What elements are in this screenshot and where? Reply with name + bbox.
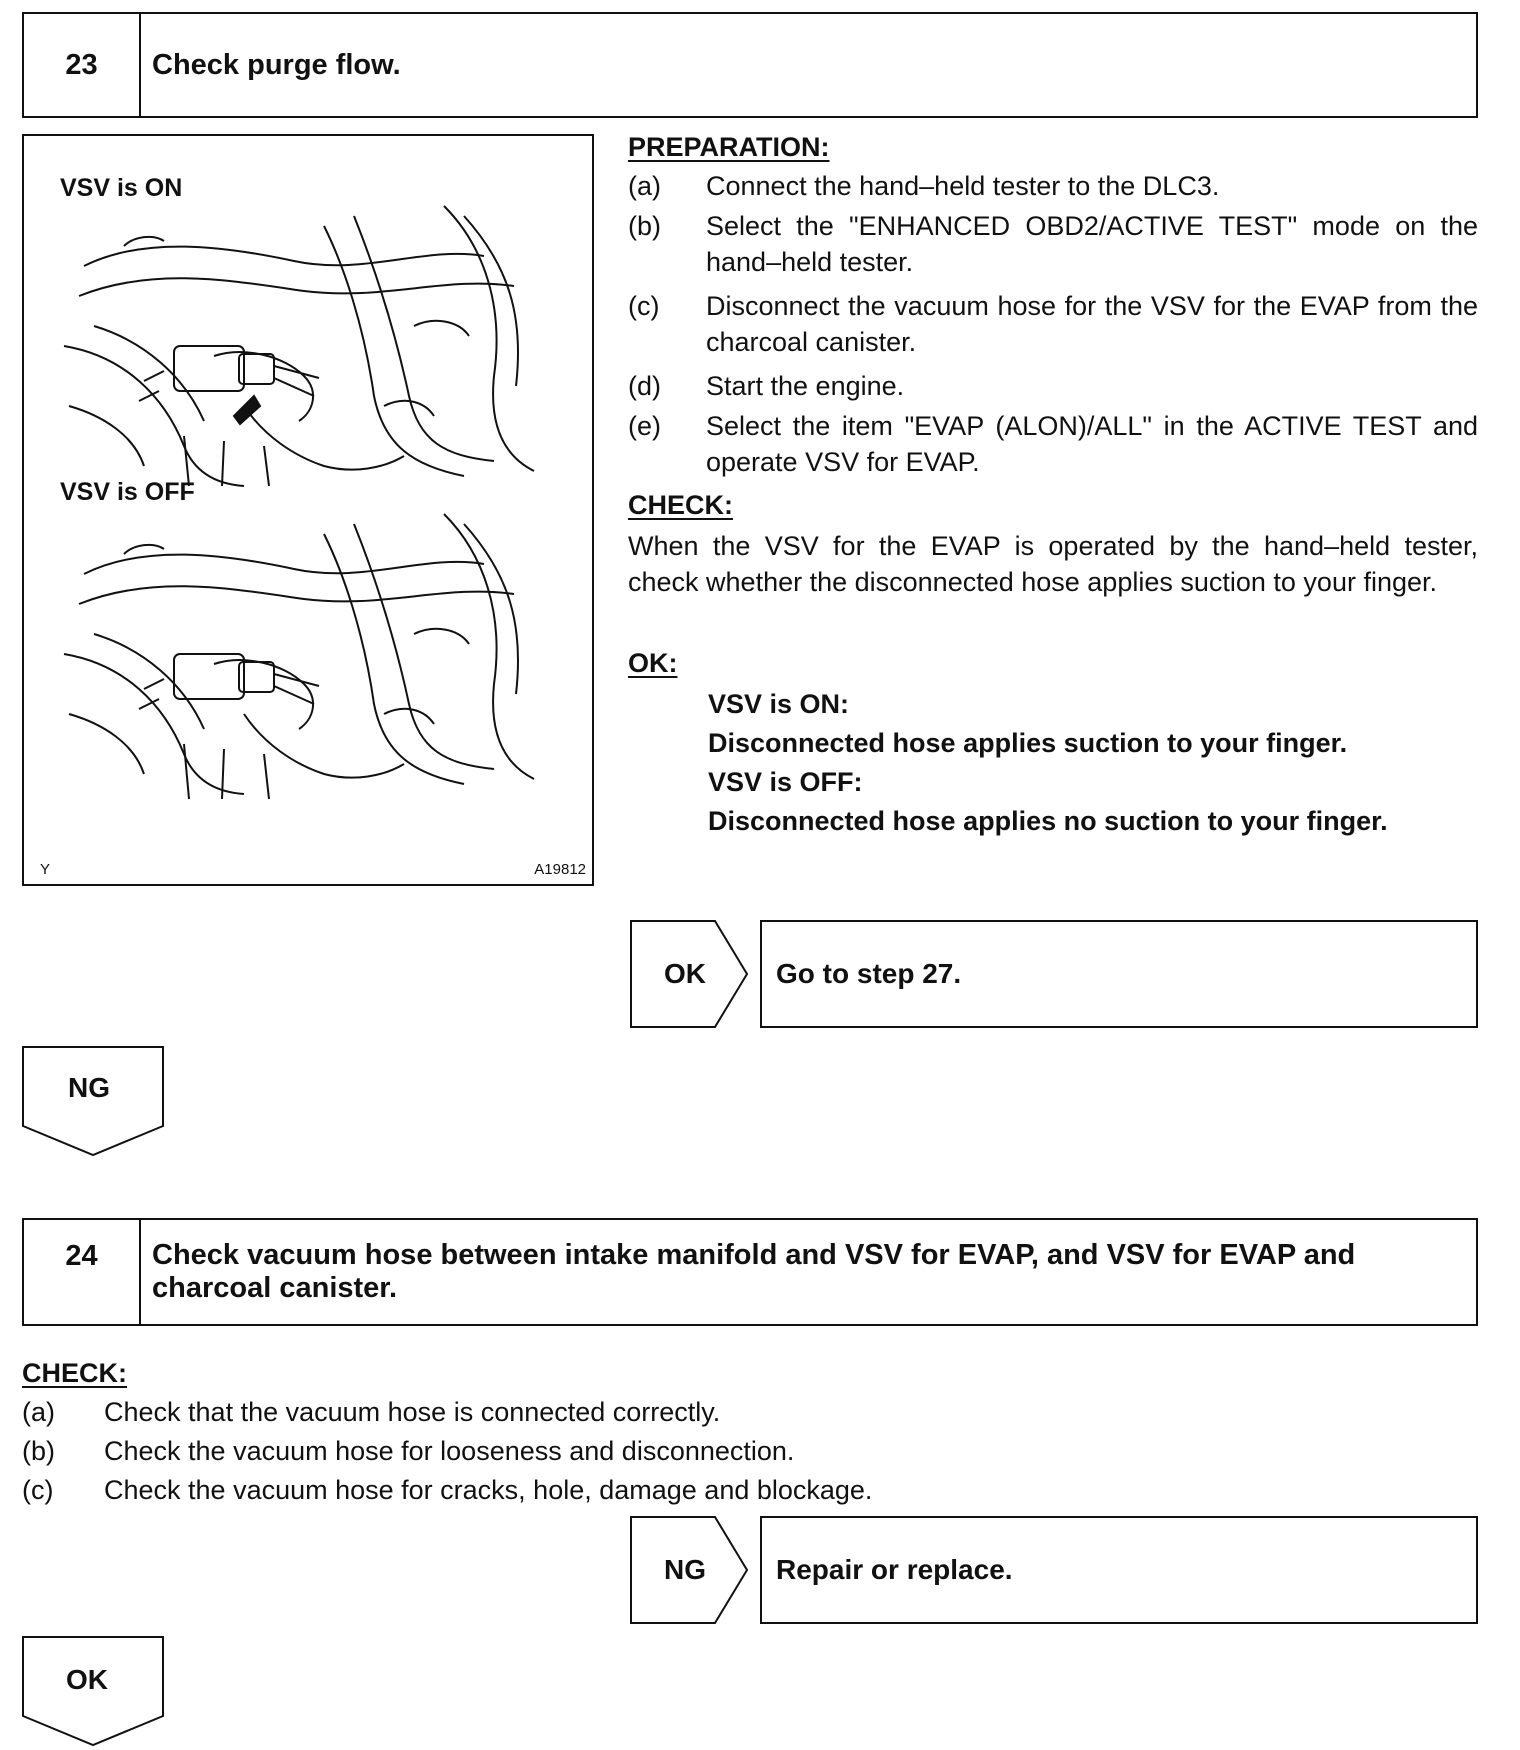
- engine-illustration-off: [64, 514, 544, 804]
- step-text: Select the "ENHANCED OBD2/ACTIVE TEST" mode on the hand–held tester.: [706, 211, 1478, 277]
- step-letter: (a): [22, 1397, 55, 1427]
- step-title: Check purge flow.: [152, 48, 401, 81]
- check-step-a: [22, 1394, 1322, 1430]
- repair-or-replace-box: Repair or replace.: [760, 1516, 1478, 1624]
- figure-corner-left: Y: [40, 861, 51, 878]
- step-text: Select the item "EVAP (ALON)/ALL" in the ACTIVE TEST and operate VSV for EVAP.: [706, 411, 1478, 477]
- step-letter: (b): [22, 1436, 55, 1466]
- engine-figure: [22, 134, 594, 886]
- step-letter: (e): [628, 411, 661, 441]
- ok-branch-label: OK: [664, 958, 706, 989]
- prep-step-d: [628, 368, 1478, 404]
- step-number: 24: [24, 1220, 141, 1324]
- ok-heading: OK:: [628, 648, 678, 678]
- check-heading: CHECK:: [628, 490, 733, 520]
- figure-id: A19812: [534, 861, 586, 878]
- figure-label-vsv-on: VSV is ON: [60, 174, 183, 202]
- step-24-header: [22, 1218, 1478, 1326]
- figure-label-vsv-off: VSV is OFF: [60, 478, 195, 506]
- ng-down-label: NG: [68, 1072, 110, 1103]
- step-title: Check vacuum hose between intake manifold and VSV for EVAP, and VSV for EVAP and charcoal canister.: [152, 1239, 1356, 1304]
- step-23-header: [22, 12, 1478, 118]
- check-step-c: [22, 1472, 1322, 1508]
- check-step-b: [22, 1433, 1322, 1469]
- prep-step-c: [628, 288, 1478, 360]
- ng-branch-label: NG: [664, 1554, 706, 1585]
- check-heading-24: CHECK:: [22, 1358, 127, 1388]
- preparation-heading: PREPARATION:: [628, 132, 830, 162]
- step-number: 23: [24, 14, 141, 116]
- prep-step-a: [628, 168, 1478, 204]
- check-text: When the VSV for the EVAP is operated by the hand–held tester, check whether the disconnected hose applies suction to your finger.: [628, 531, 1478, 597]
- ok-down-label: OK: [66, 1664, 108, 1695]
- prep-step-e: [628, 408, 1478, 480]
- step-text: Disconnect the vacuum hose for the VSV for the EVAP from the charcoal canister.: [706, 291, 1478, 357]
- prep-step-b: [628, 208, 1478, 280]
- step-text: Check the vacuum hose for cracks, hole, damage and blockage.: [104, 1475, 873, 1505]
- step-letter: (a): [628, 171, 661, 201]
- step-text: Start the engine.: [706, 371, 905, 401]
- step-text: Connect the hand–held tester to the DLC3.: [706, 171, 1220, 201]
- ok-line-2: Disconnected hose applies suction to your finger.: [708, 728, 1348, 758]
- step-letter: (c): [22, 1475, 54, 1505]
- step-text: Check the vacuum hose for looseness and disconnection.: [104, 1436, 795, 1466]
- step-letter: (c): [628, 291, 660, 321]
- ok-line-3: VSV is OFF:: [708, 767, 863, 797]
- ok-line-4: Disconnected hose applies no suction to your finger.: [708, 806, 1388, 836]
- step-text: Check that the vacuum hose is connected correctly.: [104, 1397, 721, 1427]
- engine-illustration-on: [64, 206, 544, 486]
- step-letter: (b): [628, 211, 661, 241]
- go-to-step-box: Go to step 27.: [760, 920, 1478, 1028]
- ok-line-1: VSV is ON:: [708, 689, 850, 719]
- step-letter: (d): [628, 371, 661, 401]
